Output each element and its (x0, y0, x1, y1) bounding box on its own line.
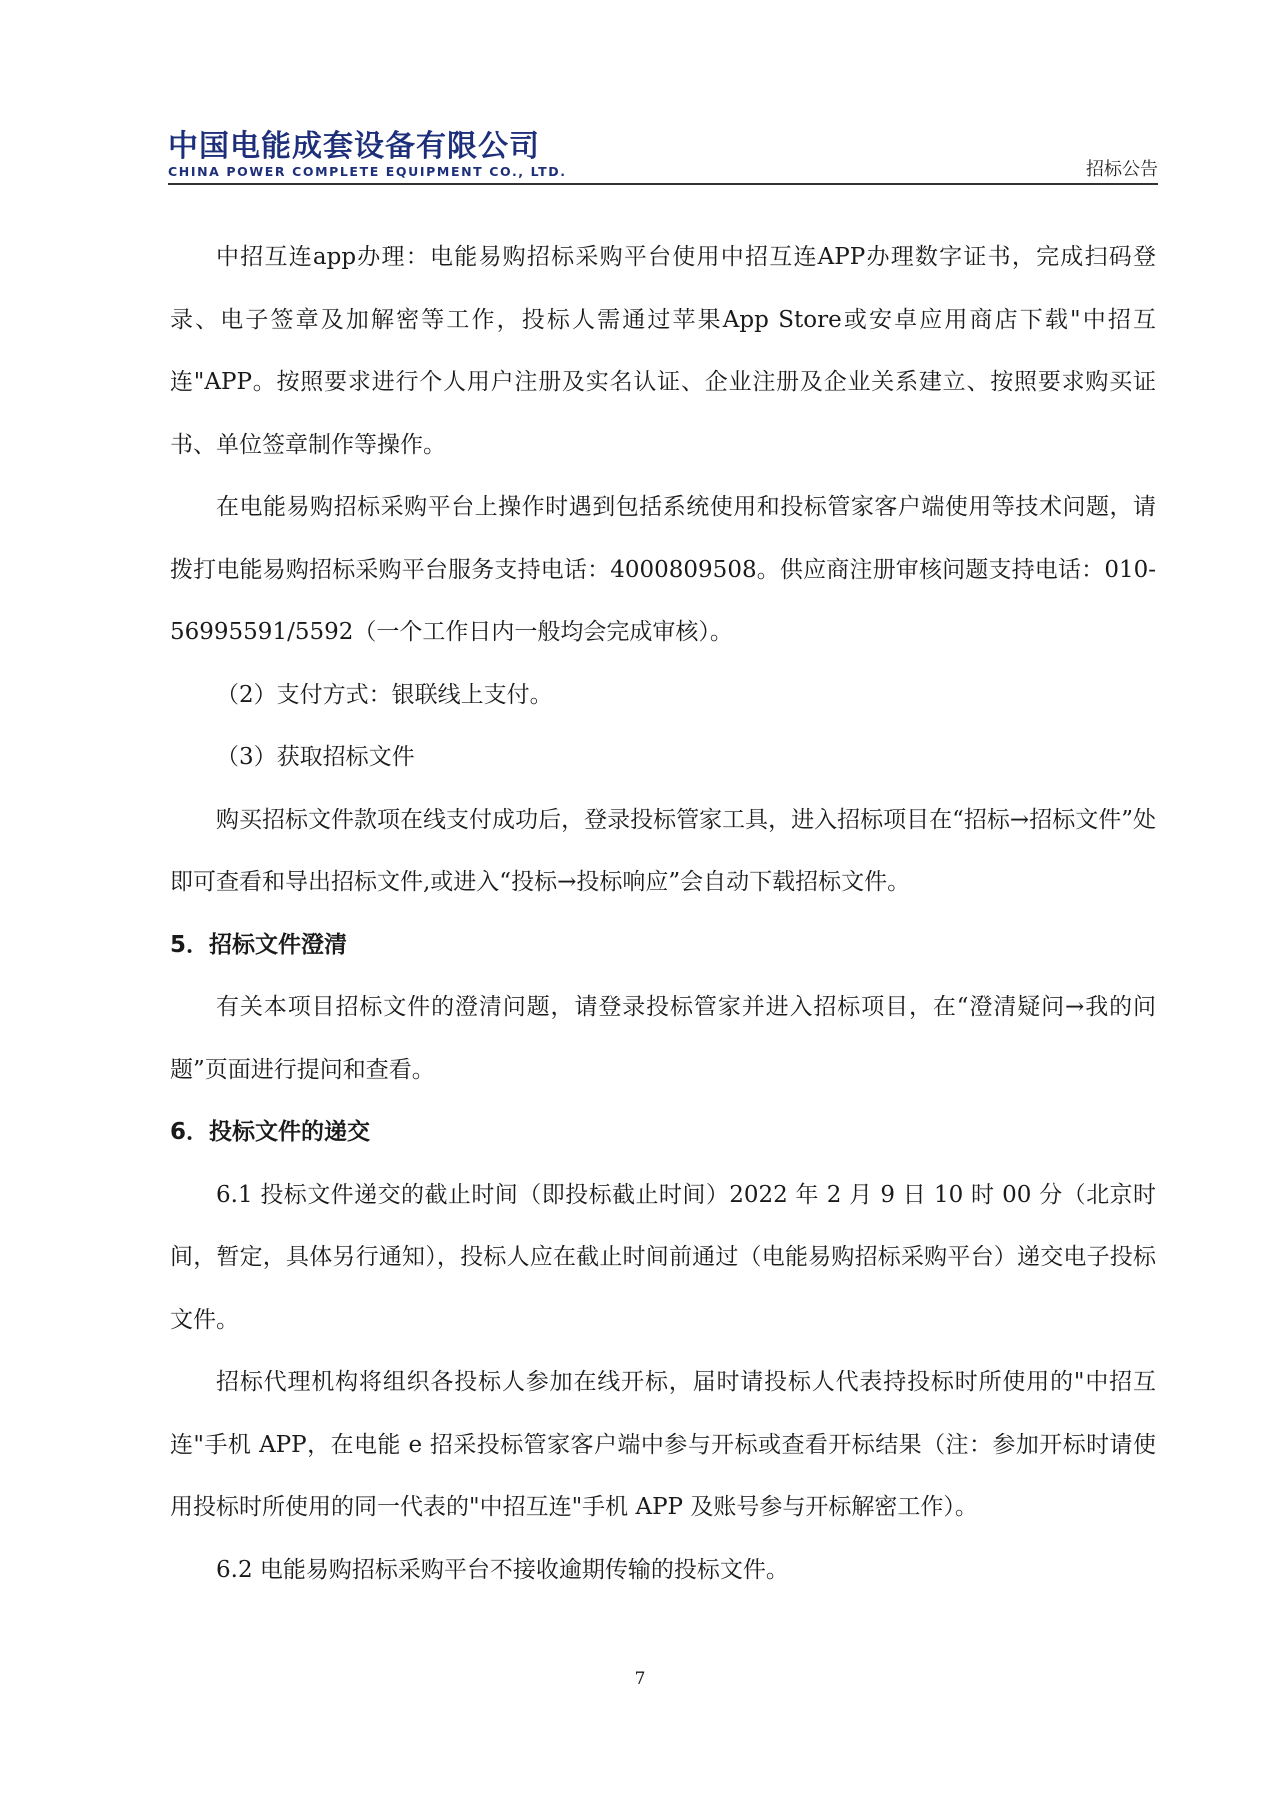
paragraph-obtain-documents-heading: （3）获取招标文件 (216, 744, 415, 770)
section-6-paragraph-online-opening: 招标代理机构将组织各投标人参加在线开标，届时请投标人代表持投标时所使用的"中招互连"手机 APP，在电能 e 招采投标管家客户端中参与开标或查看开标结果（注：参加开标时请使用投标时所使用的同一代表的"中招互连"手机 APP 及账号参与开标解密工作）。 (170, 1369, 1156, 1520)
paragraph-technical-support: 在电能易购招标采购平台上操作时遇到包括系统使用和投标管家客户端使用等技术问题，请拨打电能易购招标采购平台服务支持电话：4000809508。供应商注册审核问题支持电话：010-56995591/5592（一个工作日内一般均会完成审核）。 (170, 494, 1156, 645)
paragraph-payment-method: （2）支付方式：银联线上支付。 (216, 681, 553, 708)
section-6-heading: 6．投标文件的递交 (170, 1119, 371, 1145)
paragraph-app-registration: 中招互连app办理：电能易购招标采购平台使用中招互连APP办理数字证书，完成扫码登录、电子签章及加解密等工作，投标人需通过苹果App Store或安卓应用商店下载"中招互连"APP。按照要求进行个人用户注册及实名认证、企业注册及企业关系建立、按照要求购买证书、单位签章制作等操作。 (170, 244, 1156, 458)
section-5-heading: 5．招标文件澄清 (170, 931, 348, 958)
section-6-paragraph-deadline: 6.1 投标文件递交的截止时间（即投标截止时间）2022 年 2 月 9 日 10 时 00 分（北京时间，暂定，具体另行通知），投标人应在截止时间前通过（电能易购招标采购平台）递交电子投标文件。 (170, 1181, 1156, 1333)
paragraph-obtain-documents: 购买招标文件款项在线支付成功后，登录投标管家工具，进入招标项目在“招标→招标文件”处即可查看和导出招标文件,或进入“投标→投标响应”会自动下载招标文件。 (170, 806, 1156, 895)
document-type-label: 招标公告 (1086, 159, 1158, 180)
section-5-paragraph: 有关本项目招标文件的澄清问题，请登录投标管家并进入招标项目，在“澄清疑问→我的问题”页面进行提问和查看。 (170, 994, 1156, 1083)
section-6-paragraph-late-rejection: 6.2 电能易购招标采购平台不接收逾期传输的投标文件。 (216, 1556, 789, 1583)
header-divider (168, 183, 1158, 185)
document-body (170, 226, 1156, 1601)
company-logo-cn: 中国电能成套设备有限公司 (168, 129, 540, 164)
page-number: 7 (634, 1669, 646, 1689)
company-logo-en: CHINA POWER COMPLETE EQUIPMENT CO., LTD. (168, 164, 567, 179)
page-header (168, 125, 1158, 185)
